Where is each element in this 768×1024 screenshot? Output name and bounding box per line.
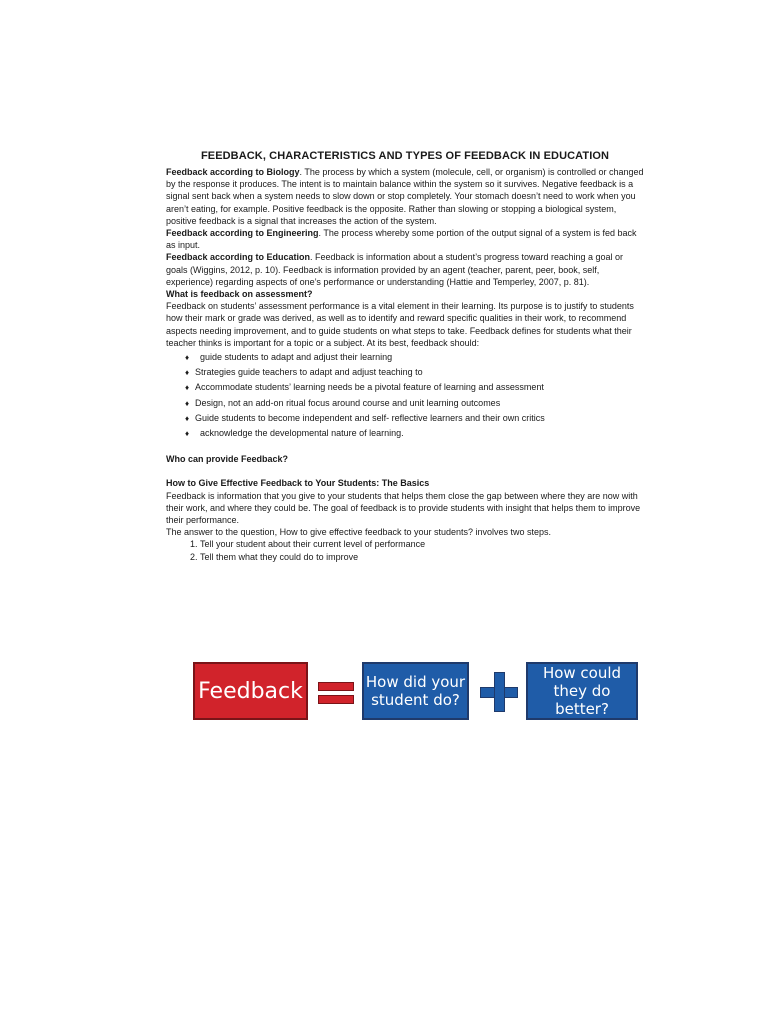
list-item: ♦ acknowledge the developmental nature of learning. [185, 426, 644, 441]
biology-paragraph [166, 166, 644, 227]
list-item: 1. Tell your student about their current level of performance [200, 538, 644, 550]
diamond-bullet-icon: ♦ [185, 383, 190, 393]
who-heading: Who can provide Feedback? [166, 454, 289, 465]
diamond-bullet-icon: ♦ [185, 429, 190, 439]
list-item: ♦ Guide students to become independent and self- reflective learners and their own critics [185, 411, 644, 426]
how-could-they-do-better-box: How could they do better? [526, 662, 638, 720]
plus-sign-icon [480, 672, 518, 712]
engineering-paragraph [166, 227, 644, 251]
feedback-bullet-list [166, 350, 644, 441]
diamond-bullet-icon: ♦ [185, 368, 190, 378]
steps-list [166, 538, 644, 562]
equals-sign-icon [318, 680, 354, 706]
feedback-box: Feedback [193, 662, 308, 720]
engineering-label: Feedback according to Engineering [166, 228, 319, 239]
list-item: 2. Tell them what they could do to improve [200, 551, 644, 563]
list-item: ♦ guide students to adapt and adjust their learning [185, 350, 644, 365]
biology-label: Feedback according to Biology [166, 167, 300, 177]
document-title: FEEDBACK, CHARACTERISTICS AND TYPES OF FEEDBACK IN EDUCATION [200, 150, 610, 162]
biology-text: . The process by which a system (molecule, cell, or organism) is controlled or changed by the response it produces. The intent is to maintain balance within the system so it survives. Negative feedback is a signal sent back when a system needs to slow down or stop completely. Your stomach doesn’t need to work when you aren’t eating, for example. Positive feedback is the opposite. Rather than slowing or stopping a biological system, positive feedback is a signal that increases the action of the system. [166, 167, 644, 226]
engineering-text: . The process whereby some portion of the output signal of a system is fed back as input. [166, 228, 637, 251]
diamond-bullet-icon: ♦ [185, 398, 190, 408]
diamond-bullet-icon: ♦ [185, 413, 190, 423]
education-label: Feedback according to Education [166, 252, 311, 263]
assessment-paragraph: Feedback on students’ assessment performance is a vital element in their learning. Its purpose is to justify to students how their mark or grade was derived, as well as to identify and reward specific qualities in their work, to recommend aspects needing improvement, and to guide students on what steps to take. Feedback defines for students what their teacher thinks is important for a topic or a subject. At its best, feedback should: [166, 301, 634, 348]
how-paragraph: Feedback is information that you give to your students that helps them close the gap between where they are now with their work, and where they could be. The goal of feedback is to provide students with insight that helps them to improve their performance. [166, 490, 641, 526]
assessment-heading: What is feedback on assessment? [166, 289, 313, 300]
education-text: . Feedback is information about a student’s progress toward reaching a goal or goals (Wiggins, 2012, p. 10). Feedback is information provided by an agent (teacher, parent, peer, book, self, experience) regarding aspects of one’s performance or understanding (Hattie and Temperley, 2007, p. 81). [166, 252, 624, 287]
feedback-equation-graphic [193, 660, 639, 724]
how-heading: How to Give Effective Feedback to Your Students: The Basics [166, 478, 430, 489]
list-item: ♦ Accommodate students’ learning needs be a pivotal feature of learning and assessment [185, 380, 644, 395]
list-item: ♦ Strategies guide teachers to adapt and adjust teaching to [185, 365, 644, 380]
list-item: ♦ Design, not an add-on ritual focus around course and unit learning outcomes [185, 396, 644, 411]
how-did-your-student-do-box: How did your student do? [362, 662, 469, 720]
education-paragraph [166, 251, 644, 288]
how-question: The answer to the question, How to give effective feedback to your students? involves two steps. [166, 527, 552, 538]
diamond-bullet-icon: ♦ [185, 353, 190, 363]
document-page [166, 150, 644, 563]
